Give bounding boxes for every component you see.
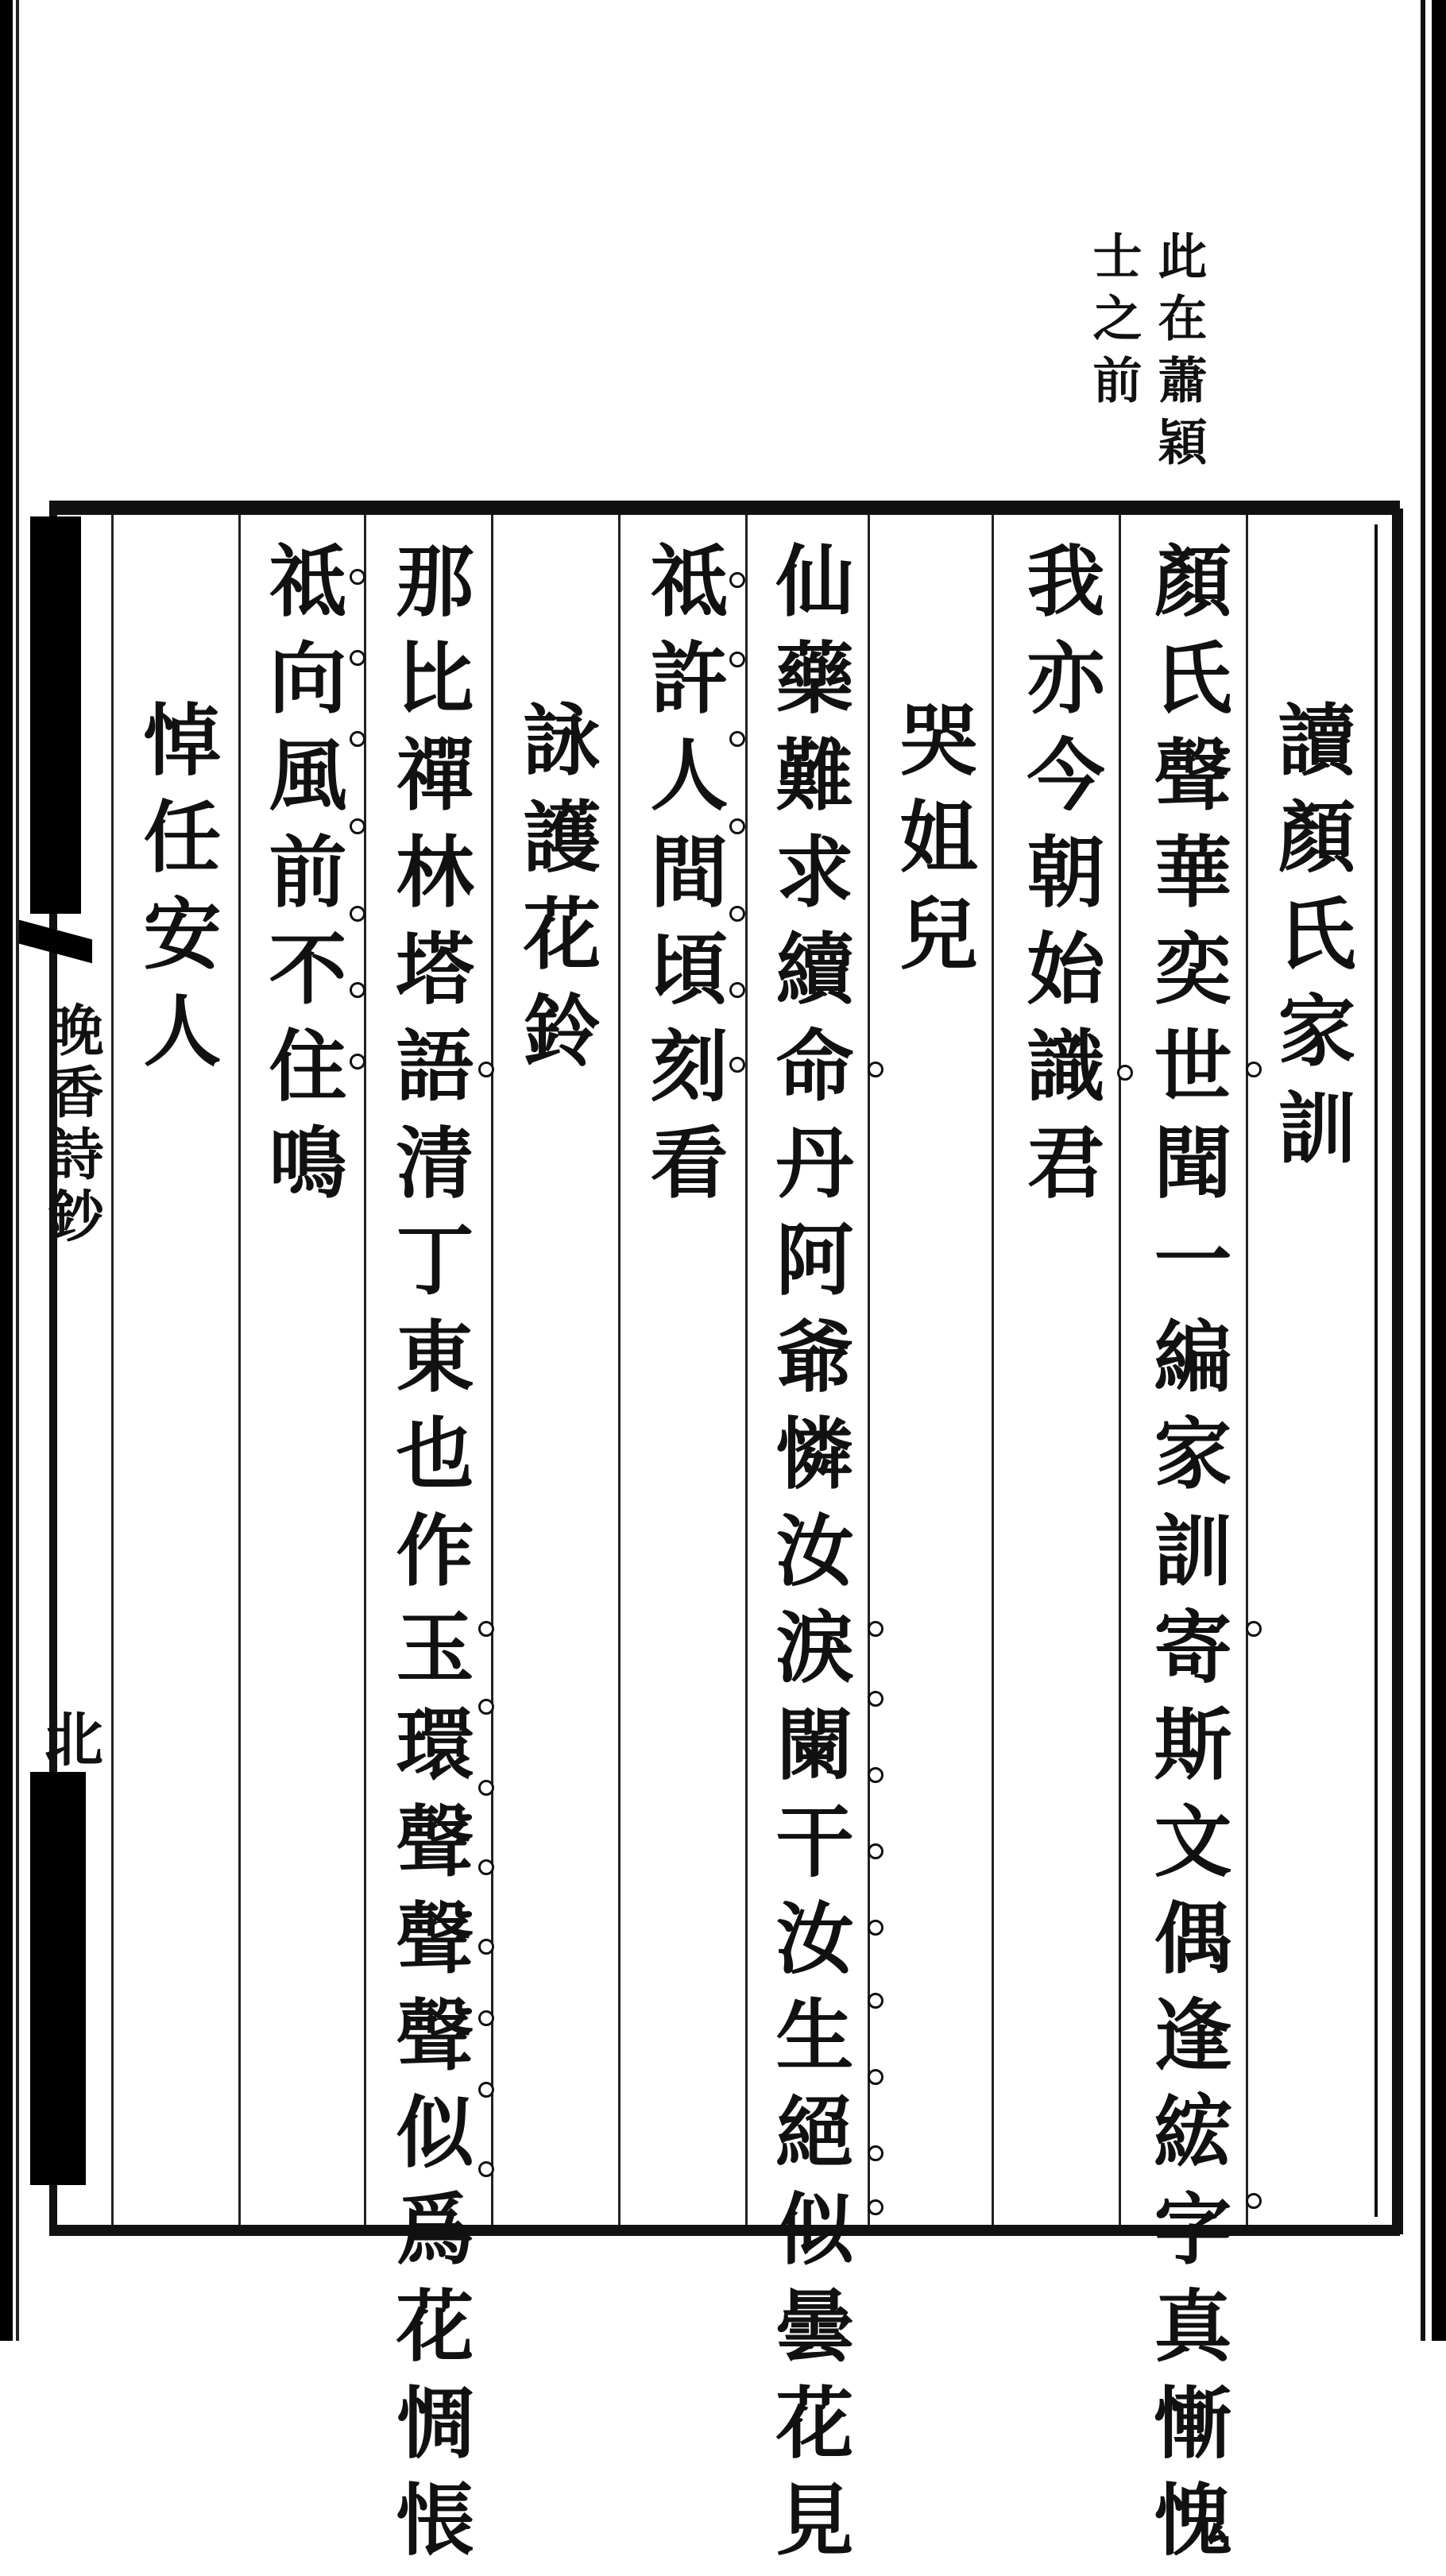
fold-black-bar	[30, 1772, 86, 2185]
column-rule	[745, 515, 748, 2225]
poem-line: 顏氏聲華奕世聞一編家訓寄斯文偶逢綋字真慚愧	[1141, 540, 1232, 2576]
poem-title-4: 悼任安人	[130, 699, 222, 1087]
column-rule	[868, 515, 870, 2225]
punctuation-circle	[478, 1621, 494, 1637]
poem-line: 祗向風前不住鳴	[256, 540, 347, 1219]
column-rule	[364, 515, 366, 2225]
punctuation-circle	[350, 569, 365, 585]
punctuation-circle	[868, 1993, 883, 2009]
punctuation-circle	[478, 2161, 494, 2177]
punctuation-circle	[1246, 1621, 1262, 1637]
punctuation-circle	[868, 1767, 883, 1783]
punctuation-circle	[478, 1062, 494, 1077]
punctuation-circle	[350, 650, 365, 666]
punctuation-circle	[478, 2082, 494, 2098]
column-rule	[111, 515, 114, 2225]
poem-line: 我亦今朝始識君	[1014, 540, 1105, 1219]
poem-title-3: 詠護花鈴	[510, 699, 601, 1087]
punctuation-circle	[350, 731, 365, 747]
poem-title-1: 讀顏氏家訓	[1265, 699, 1356, 1184]
punctuation-circle	[868, 2069, 883, 2085]
punctuation-circle	[1246, 1062, 1262, 1077]
margin-page-mark: 北	[35, 1708, 103, 1767]
margin-book-title: 晚香詩鈔	[39, 1001, 105, 1249]
punctuation-circle	[478, 1859, 494, 1875]
frame-right-inner	[1374, 524, 1378, 2217]
punctuation-circle	[729, 731, 745, 747]
punctuation-circle	[1246, 2193, 1262, 2209]
fold-black-block	[30, 516, 81, 914]
column-rule	[1119, 515, 1121, 2225]
punctuation-circle	[729, 572, 745, 588]
punctuation-circle	[729, 982, 745, 998]
column-rule	[491, 515, 493, 2225]
punctuation-circle	[478, 2010, 494, 2026]
punctuation-circle	[350, 818, 365, 834]
punctuation-circle	[729, 1057, 745, 1073]
column-rule	[1246, 515, 1248, 2225]
punctuation-circle	[729, 652, 745, 667]
poem-line: 祗許人間頃刻看	[637, 540, 729, 1219]
left-page-edge	[0, 0, 13, 2341]
punctuation-circle	[478, 1699, 494, 1715]
punctuation-circle	[868, 1062, 883, 1077]
punctuation-circle	[350, 982, 365, 998]
punctuation-circle	[868, 1621, 883, 1637]
punctuation-circle	[729, 818, 745, 834]
punctuation-circle	[868, 1843, 883, 1859]
punctuation-circle	[868, 2145, 883, 2161]
punctuation-circle	[729, 906, 745, 922]
marginal-note-line-1: 此在蕭穎	[1150, 230, 1208, 478]
marginal-note-line-2: 士之前	[1084, 230, 1142, 416]
poem-title-2: 哭姐兒	[887, 699, 978, 990]
left-page-edge-line	[16, 0, 19, 2341]
poem-line: 那比禪林塔語清丁東也作玉環聲聲聲似爲花惆悵	[383, 540, 474, 2576]
punctuation-circle	[478, 1780, 494, 1796]
right-page-edge	[1432, 0, 1446, 2341]
column-rule	[992, 515, 994, 2225]
frame-top	[49, 501, 1400, 515]
column-rule	[618, 515, 621, 2225]
punctuation-circle	[350, 906, 365, 922]
right-page-edge-line	[1421, 0, 1425, 2341]
column-rule	[238, 515, 241, 2225]
punctuation-circle	[350, 1054, 365, 1069]
frame-right	[1392, 509, 1403, 2234]
punctuation-circle	[1117, 1065, 1133, 1081]
punctuation-circle	[868, 1920, 883, 1936]
punctuation-circle	[868, 1691, 883, 1707]
punctuation-circle	[868, 2199, 883, 2215]
poem-line: 仙藥難求續命丹阿爺憐汝淚闌干汝生絕似曇花見	[763, 540, 854, 2576]
punctuation-circle	[478, 1939, 494, 1955]
